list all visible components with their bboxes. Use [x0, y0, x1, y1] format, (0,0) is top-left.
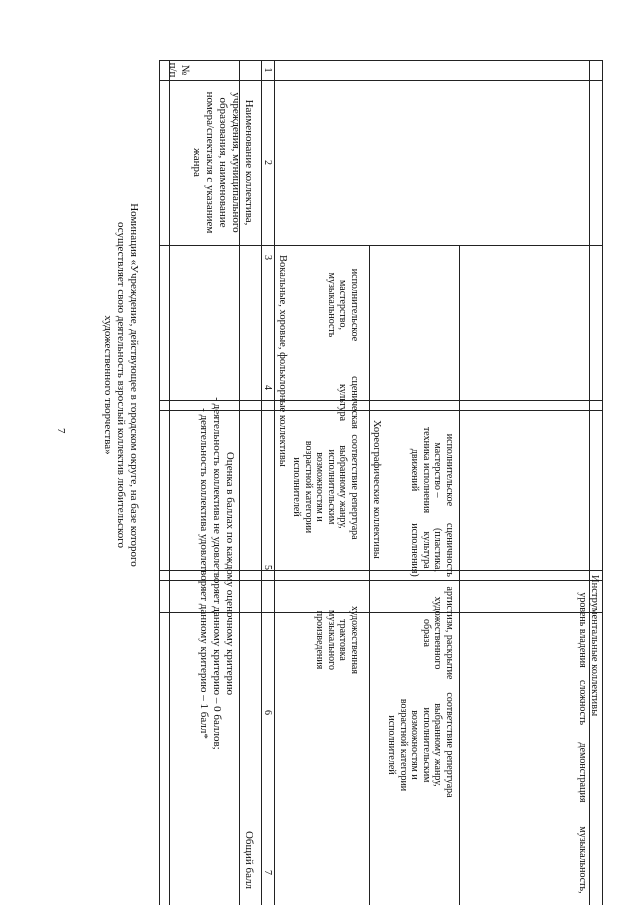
- column-number-5: 5: [262, 565, 273, 570]
- section-title-instrumental: Инструментальные коллективы: [589, 575, 600, 717]
- criterion-vocal-3: соответствие репертуара выбранному жанру, исполнительским возможностям и возрастной категории исполнителей: [291, 434, 360, 540]
- criterion-instr-1: уровень владения: [577, 592, 588, 668]
- criterion-vocal-1: исполнительское мастерство, музыкальность: [326, 268, 360, 342]
- column-number-7: 7: [262, 870, 273, 875]
- criterion-choreo-1: исполнительское мастерство – техника исполнения движений: [409, 426, 455, 514]
- criterion-vocal-4: художественная трактовка музыкального произведения: [314, 606, 360, 674]
- header-num: № п/п: [167, 62, 191, 78]
- section-title-vocal: Вокальные, хоровые, фольклорные коллективы: [277, 255, 288, 467]
- nomination-title-line-1: Номинация «Учреждение, действующее в городском округе, на базе которого: [128, 203, 140, 567]
- header-score-rule-1: - деятельность коллектива не удовлетворяет данному критерию – 0 баллов;: [211, 397, 223, 750]
- header-name: Наименование коллектива, учреждения, муниципального образования, наименование номера/спектакля с указанием жанра: [191, 91, 255, 234]
- header-score-title: Оценка в баллах по каждому оценочному критерию: [224, 451, 236, 696]
- column-number-6: 6: [262, 710, 273, 715]
- column-number-4: 4: [262, 385, 273, 390]
- section-title-choreography: Хореографические коллективы: [371, 420, 382, 559]
- column-number-1: 1: [262, 67, 273, 73]
- criterion-instr-2: сложность: [577, 679, 588, 726]
- page-number: 7: [55, 428, 67, 434]
- column-number-3: 3: [262, 255, 273, 260]
- criterion-choreo-2: сценичность (пластика, культура исполнения): [409, 523, 455, 577]
- nomination-title-line-2: осуществляет свою деятельность взрослый коллектив любительского: [115, 221, 127, 549]
- criterion-instr-4: музыкальность,: [577, 826, 588, 894]
- nomination-title-line-3: художественного творчества»: [102, 315, 114, 455]
- criterion-choreo-3: артистизм, раскрытие художественного образа: [421, 586, 455, 680]
- criterion-choreo-4: соответствие репертуара выбранному жанру, исполнительским возможностям и возрастной категории исполнителей: [386, 692, 455, 798]
- criterion-instr-3: демонстрация: [577, 742, 588, 803]
- header-score-rule-2: - деятельность коллектива удовлетворяет данному критерию – 1 балл*: [198, 408, 210, 739]
- column-number-2: 2: [262, 160, 273, 165]
- criterion-vocal-2: сценическая культура: [337, 376, 360, 429]
- header-total: Общий балл: [243, 830, 255, 890]
